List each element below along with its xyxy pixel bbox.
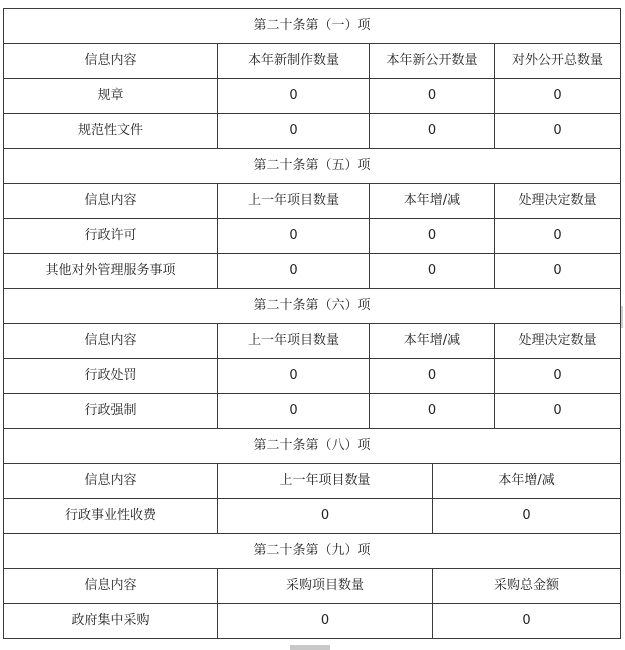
table-cell: 0 (495, 79, 621, 114)
disclosure-tables (3, 8, 620, 639)
column-header: 采购项目数量 (218, 569, 433, 604)
table-cell: 0 (218, 359, 370, 394)
row-label: 行政强制 (4, 394, 218, 429)
table-cell: 0 (370, 219, 495, 254)
header-row (4, 44, 621, 79)
header-row (4, 324, 621, 359)
table-cell: 0 (495, 359, 621, 394)
table-cell: 0 (495, 114, 621, 149)
section-title: 第二十条第（九）项 (4, 534, 621, 569)
row-label: 政府集中采购 (4, 604, 218, 639)
table-cell: 0 (370, 254, 495, 289)
row-label: 规范性文件 (4, 114, 218, 149)
header-row (4, 464, 621, 499)
table-cell: 0 (218, 114, 370, 149)
table-row (4, 359, 621, 394)
table-row (4, 604, 621, 639)
table-row (4, 79, 621, 114)
column-header: 上一年项目数量 (218, 184, 370, 219)
scroll-edge-mark (621, 306, 623, 328)
table-cell: 0 (495, 219, 621, 254)
section-title-row (4, 534, 621, 569)
section-title: 第二十条第（一）项 (4, 9, 621, 44)
section-title: 第二十条第（六）项 (4, 289, 621, 324)
row-label: 其他对外管理服务事项 (4, 254, 218, 289)
table-cell: 0 (370, 359, 495, 394)
table-cell: 0 (218, 604, 433, 639)
table-cell: 0 (433, 499, 621, 534)
table-cell: 0 (370, 114, 495, 149)
column-header: 信息内容 (4, 44, 218, 79)
row-label: 规章 (4, 79, 218, 114)
table-cell: 0 (218, 79, 370, 114)
header-row (4, 569, 621, 604)
column-header: 上一年项目数量 (218, 464, 433, 499)
column-header: 信息内容 (4, 324, 218, 359)
table-cell: 0 (218, 394, 370, 429)
table-cell: 0 (218, 254, 370, 289)
table-cell: 0 (495, 254, 621, 289)
table-row (4, 219, 621, 254)
table-cell: 0 (370, 79, 495, 114)
row-label: 行政许可 (4, 219, 218, 254)
column-header: 上一年项目数量 (218, 324, 370, 359)
table-cell: 0 (370, 394, 495, 429)
table-row (4, 254, 621, 289)
table-row (4, 394, 621, 429)
column-header: 本年增/减 (370, 184, 495, 219)
column-header: 本年增/减 (370, 324, 495, 359)
table-cell: 0 (218, 219, 370, 254)
section-title: 第二十条第（五）项 (4, 149, 621, 184)
column-header: 处理决定数量 (495, 324, 621, 359)
column-header: 信息内容 (4, 569, 218, 604)
column-header: 信息内容 (4, 464, 218, 499)
column-header: 本年增/减 (433, 464, 621, 499)
column-header: 处理决定数量 (495, 184, 621, 219)
table-cell: 0 (433, 604, 621, 639)
section-title-row (4, 149, 621, 184)
section-title: 第二十条第（八）项 (4, 429, 621, 464)
section-title-row (4, 289, 621, 324)
table-row (4, 499, 621, 534)
column-header: 信息内容 (4, 184, 218, 219)
table-row (4, 114, 621, 149)
column-header: 本年新制作数量 (218, 44, 370, 79)
table-cell: 0 (218, 499, 433, 534)
column-header: 采购总金额 (433, 569, 621, 604)
disclosure-table (3, 8, 621, 639)
section-title-row (4, 429, 621, 464)
bottom-edge-artifact (290, 645, 330, 650)
column-header: 本年新公开数量 (370, 44, 495, 79)
header-row (4, 184, 621, 219)
column-header: 对外公开总数量 (495, 44, 621, 79)
row-label: 行政事业性收费 (4, 499, 218, 534)
table-cell: 0 (495, 394, 621, 429)
section-title-row (4, 9, 621, 44)
row-label: 行政处罚 (4, 359, 218, 394)
